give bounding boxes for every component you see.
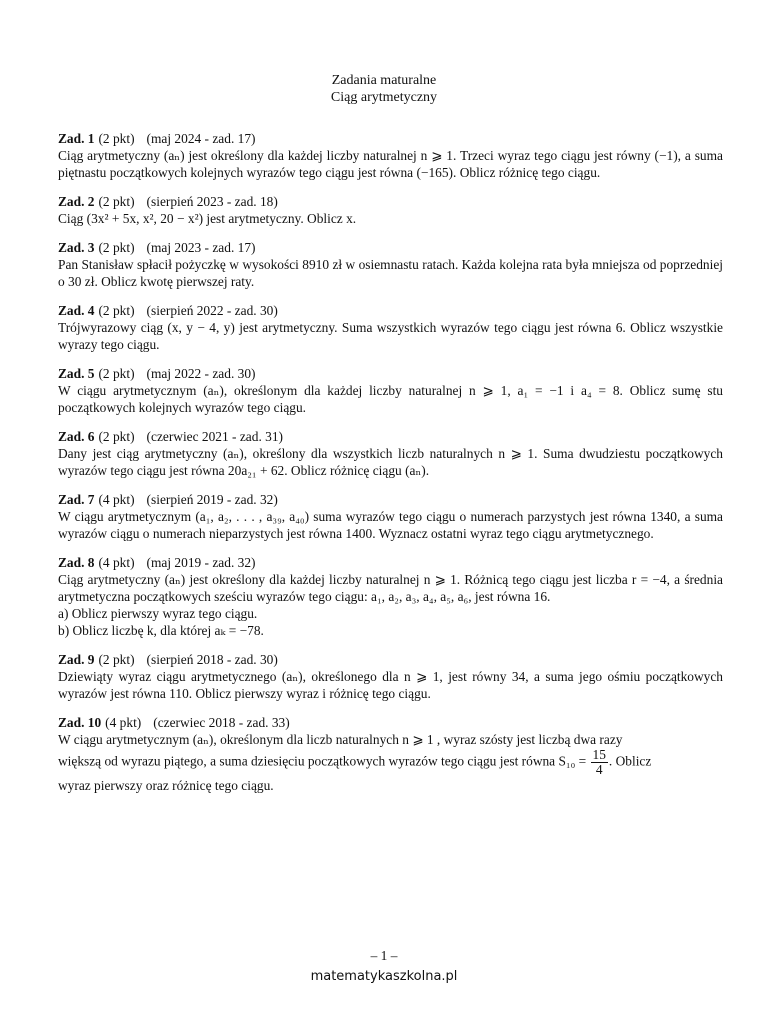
task-text: Pan Stanisław spłacił pożyczkę w wysokości 8910 zł w osiemnastu ratach. Każda kolejna rata była mniejsza od poprzedniej o 30 zł. Oblicz kwotę pierwszej raty. (58, 257, 723, 289)
task (58, 554, 723, 639)
task (58, 193, 723, 227)
task-points: (2 pkt) (98, 366, 135, 381)
task-text: Ciąg (3x² + 5x, x², 20 − x²) jest arytmetyczny. Oblicz x. (58, 211, 357, 226)
task-source: (czerwiec 2018 - zad. 33) (153, 715, 290, 730)
task-source: (maj 2019 - zad. 32) (146, 555, 256, 570)
task-text: Dziewiąty wyraz ciągu arytmetycznego (aₙ), określonego dla n ⩾ 1, jest równy 34, a suma jego ośmiu początkowych wyrazów jest równa 110. Oblicz pierwszy wyraz i różnicę tego ciągu. (58, 669, 723, 701)
document-subtitle: Ciąg arytmetyczny (330, 90, 438, 105)
task-header (58, 365, 723, 382)
task-points: (2 pkt) (98, 194, 135, 209)
task-text: Ciąg arytmetyczny (aₙ) jest określony dla każdej liczby naturalnej n ⩾ 1. Trzeci wyraz tego ciągu jest równy (−1), a suma piętnastu początkowych kolejnych wyrazów tego ciągu jest równa (−165). Oblicz różnicę tego ciągu. (58, 148, 723, 180)
task-text-line: W ciągu arytmetycznym (aₙ), określonym dla liczb naturalnych n ⩾ 1 , wyraz szósty jest liczbą dwa razy (58, 732, 623, 747)
task (58, 365, 723, 416)
task-subitem: b) Oblicz liczbę k, dla której aₖ = −78. (58, 623, 264, 638)
task-number: Zad. 9 (58, 652, 95, 667)
fraction-numerator: 15 (592, 747, 606, 762)
task (58, 130, 723, 181)
task-header (58, 302, 723, 319)
task (58, 239, 723, 290)
task-points: (2 pkt) (98, 429, 135, 444)
task-text-segment: . Oblicz (608, 753, 652, 769)
task-points: (4 pkt) (105, 715, 142, 730)
task-points: (2 pkt) (98, 303, 135, 318)
task-text: Dany jest ciąg arytmetyczny (aₙ), określony dla wszystkich liczb naturalnych n ⩾ 1. Suma dwudziestu początkowych wyrazów tego ciągu jest równa 20a₂₁ + 62. Oblicz różnicę ciągu (aₙ). (58, 446, 723, 478)
task-points: (2 pkt) (98, 240, 135, 255)
page-number: – 1 – (370, 948, 398, 963)
task-header (58, 491, 723, 508)
task-number: Zad. 7 (58, 492, 95, 507)
task-source: (sierpień 2019 - zad. 32) (146, 492, 278, 507)
task (58, 302, 723, 353)
task-text: W ciągu arytmetycznym (aₙ), określonym dla każdej liczby naturalnej n ⩾ 1, a₁ = −1 i a₄ = 8. Oblicz sumę stu początkowych kolejnych wyrazów tego ciągu. (58, 383, 723, 415)
task-text: W ciągu arytmetycznym (a₁, a₂, . . . , a₃₉, a₄₀) suma wyrazów tego ciągu o numerach parzystych jest równa 1340, a suma wyrazów ciągu o numerach nieparzystych jest równa 1400. Wyznacz ostatni wyraz tego ciągu arytmetycznego. (58, 509, 723, 541)
task-number: Zad. 3 (58, 240, 95, 255)
task-source: (czerwiec 2021 - zad. 31) (146, 429, 283, 444)
task-number: Zad. 10 (58, 715, 102, 730)
task-number: Zad. 1 (58, 131, 95, 146)
task-header (58, 130, 723, 147)
task-text: Trójwyrazowy ciąg (x, y − 4, y) jest arytmetyczny. Suma wszystkich wyrazów tego ciągu jest równa 6. Oblicz wszystkie wyrazy tego ciągu. (58, 320, 723, 352)
task-points: (2 pkt) (98, 652, 135, 667)
task-source: (maj 2023 - zad. 17) (146, 240, 256, 255)
task-header (58, 428, 723, 445)
task-text: Ciąg arytmetyczny (aₙ) jest określony dla każdej liczby naturalnej n ⩾ 1. Różnicą tego ciągu jest liczba r = −4, a średnia arytmetyczna początkowych sześciu wyrazów tego ciągu: a₁, a₂, a₃, a₄, a₅, a₆, jest równa 16. (58, 572, 723, 604)
task (58, 428, 723, 479)
task-source: (sierpień 2022 - zad. 30) (146, 303, 278, 318)
task-header (58, 554, 723, 571)
task-subitem: a) Oblicz pierwszy wyraz tego ciągu. (58, 606, 258, 621)
site-footer: matematykaszkolna.pl (310, 969, 458, 984)
task-number: Zad. 4 (58, 303, 95, 318)
task-points: (4 pkt) (98, 492, 135, 507)
task-number: Zad. 8 (58, 555, 95, 570)
task-number: Zad. 6 (58, 429, 95, 444)
task-header (58, 239, 723, 256)
task-header (58, 651, 723, 668)
task-source: (maj 2024 - zad. 17) (146, 131, 256, 146)
task-source: (maj 2022 - zad. 30) (146, 366, 256, 381)
task (58, 714, 723, 794)
task-list (58, 130, 723, 806)
fraction-denominator: 4 (595, 762, 603, 777)
task (58, 491, 723, 542)
task-points: (2 pkt) (98, 131, 135, 146)
task-text-line: wyraz pierwszy oraz różnicę tego ciągu. (58, 778, 274, 793)
task-header (58, 714, 723, 731)
task (58, 651, 723, 702)
fraction (591, 748, 608, 777)
task-text-line (58, 748, 723, 777)
document-title: Zadania maturalne (331, 73, 437, 88)
task-number: Zad. 5 (58, 366, 95, 381)
task-source: (sierpień 2023 - zad. 18) (146, 194, 278, 209)
task-text-segment: większą od wyrazu piątego, a suma dziesięciu początkowych wyrazów tego ciągu jest równa S₁₀ = (58, 753, 587, 769)
task-points: (4 pkt) (98, 555, 135, 570)
task-number: Zad. 2 (58, 194, 95, 209)
task-source: (sierpień 2018 - zad. 30) (146, 652, 278, 667)
task-text (58, 731, 723, 794)
task-header (58, 193, 723, 210)
document-header (0, 72, 768, 106)
